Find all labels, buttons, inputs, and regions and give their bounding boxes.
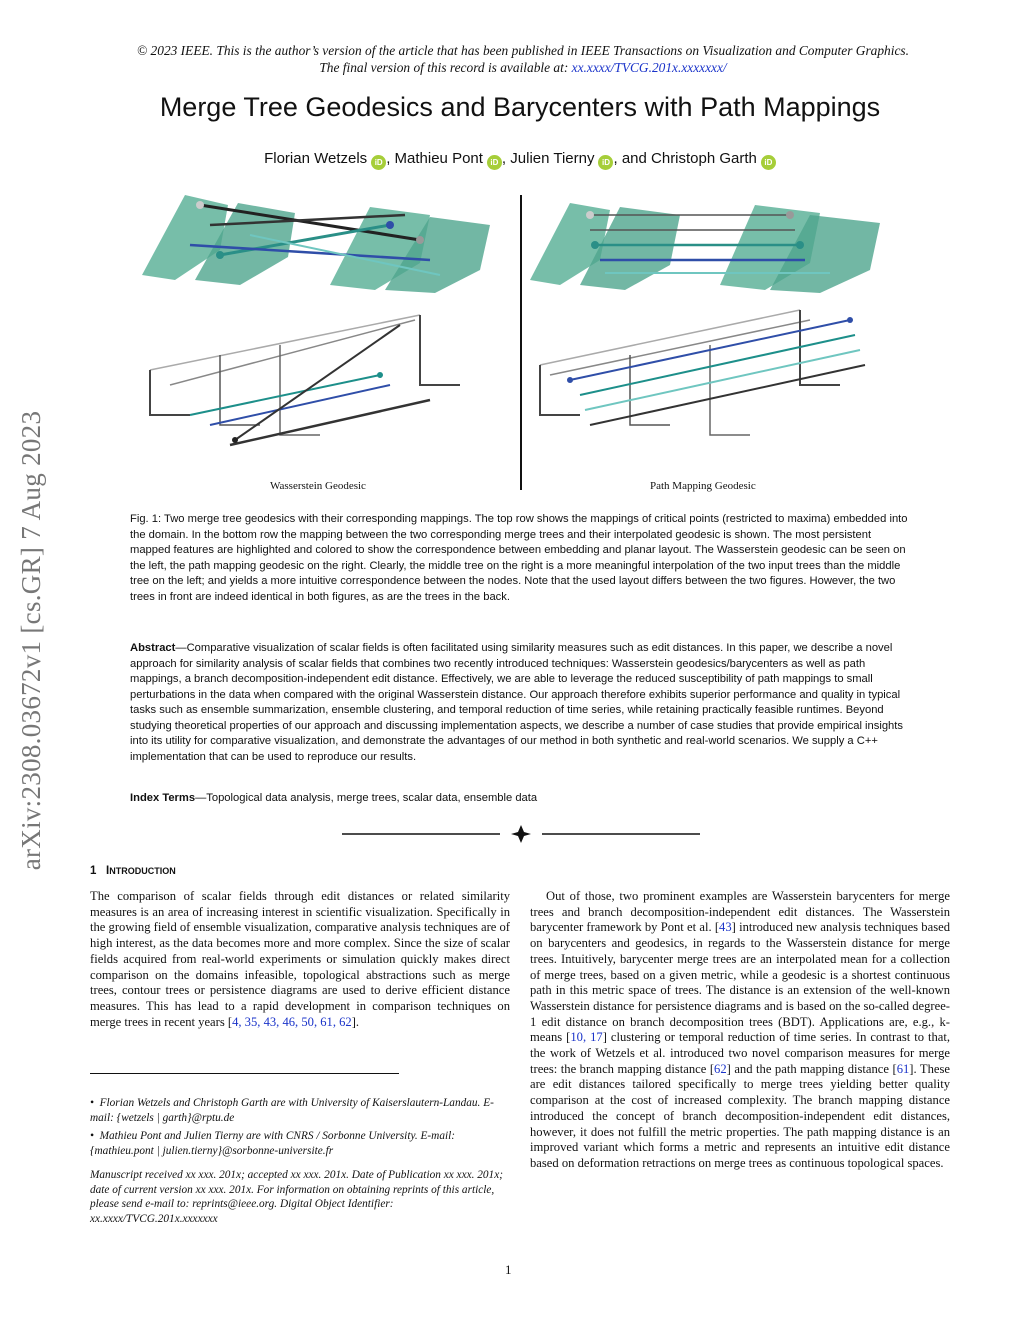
footnote-affiliation-2: • Mathieu Pont and Julien Tierny are with CNRS / Sorbonne University. E-mail: {mathieu.pont | julien.tierny}@sorbonne-universite.fr — [90, 1130, 456, 1157]
citation-link[interactable]: 62 — [714, 1061, 727, 1076]
wasserstein-terrain — [142, 195, 490, 293]
abstract: Abstract—Comparative visualization of scalar fields is often facilitated using similarity measures such as edit distances. In this paper, we describe a novel approach for similarity analysis of scalar fields that combines two recently introduced techniques: Wasserstein geodesics/barycenters as well as path mappings, a branch decomposition-independent edit distance. Effectively, we are able to leverage the reduced susceptibility of path mappings to small perturbations in the data when compared with the original Wasserstein distance. Our approach therefore exhibits superior performance and quality in typical tasks such as ensemble summarization, ensemble clustering, and temporal reduction of time series, while retaining practically feasible runtimes. Beyond studying theoretical properties of our approach and discussing implementation aspects, we describe a number of case studies that provide empirical insights into its utility for comparative visualization, and demonstrate the advantages of our method in both synthetic and real-world scenarios. We supply a C++ implementation that can be used to reproduce our results. — [130, 642, 903, 763]
label-wasserstein-geodesic: Wasserstein Geodesic — [270, 480, 366, 492]
section-separator — [342, 825, 700, 845]
section-heading-introduction: 1 INTRODUCTION — [90, 865, 176, 877]
footnote-rule — [90, 1073, 399, 1074]
author-name: Mathieu Pont — [394, 150, 483, 167]
orcid-icon[interactable]: iD — [487, 155, 502, 170]
author-name: Florian Wetzels — [264, 150, 368, 167]
intro-paragraph-2: Out of those, two prominent examples are Wasserstein barycenters for merge trees and branch decomposition-independent edit distances. The Wasserstein barycenter framework by Pont et al. [43] introduced new analysis techniques based on barycenters and geodesics, in regards to the Wasserstein distance for merge trees. Intuitively, barycenter merge trees are an interpolated mean for a collection of merge trees, based on a given metric, while a geodesic is a shortest continuous path in this metric space of trees. The distance is an extension of the well-known Wasserstein distance for persistence diagrams and is based on the so-called degree-1 edit distance on branch decomposition trees (BDT). Applications are, e.g., k-means [10, 17] clustering or temporal reduction of time series. In contrast to that, the work of Wetzels et al. introduced two novel comparison measures for merge trees: the branch mapping distance [62] and the path mapping distance [61]. These are edit distances tailored specifically to merge trees yielding better quality comparison at the cost of increased complexity. The branch mapping distance introduced the concept of branch decomposition-independent edit distances, however, it does not fulfill the metric properties. The path mapping distance is an improved variant which forms a metric and represents an intuitive edit distance based on deformation retractions on merge trees as continuous topological spaces. — [530, 889, 951, 1170]
page-number: 1 — [505, 1262, 512, 1277]
citation-link[interactable]: 61 — [896, 1061, 910, 1076]
index-terms: Index Terms—Topological data analysis, merge trees, scalar data, ensemble data — [130, 792, 538, 804]
arxiv-stamp: arXiv:2308.03672v1 [cs.GR] 7 Aug 2023 — [16, 410, 46, 871]
citation-link[interactable]: 4, 35, 43, 46, 50, 61, 62 — [232, 1014, 352, 1029]
path-mapping-terrain — [530, 203, 880, 293]
orcid-icon[interactable]: iD — [761, 155, 776, 170]
intro-paragraph-1: The comparison of scalar fields through edit distances or related similarity measures is an area of increasing interest in scientific visualization. Specifically in the growing field of ensemble visualization, comparative analysis techniques are of high interest, as the data becomes more and more complex. Since the size of scalar fields acquired from real-world experiments or simulation quickly makes direct comparison on the domains infeasible, topological abstractions such as merge trees, contour trees or persistence diagrams are used to derive efficient distance measures. This has lead to a rapid development in comparison techniques on merge trees in recent years [4, 35, 43, 46, 50, 61, 62]. — [90, 889, 511, 1029]
wasserstein-tree-layout — [150, 315, 460, 445]
orcid-icon[interactable]: iD — [598, 155, 613, 170]
paper-title: Merge Tree Geodesics and Barycenters with Path Mappings — [159, 92, 881, 122]
author-name: Julien Tierny — [510, 150, 595, 167]
copyright-notice: © 2023 IEEE. This is the author’s version of the article that has been published in IEEE Transactions on Visualization and Computer Graphics. The final version of this record is available at: xx.xxxx/TVCG.201x.xxxxxxx/ — [137, 43, 909, 75]
orcid-icon[interactable]: iD — [371, 155, 386, 170]
doi-link[interactable]: xx.xxxx/TVCG.201x.xxxxxxx/ — [571, 60, 727, 75]
footnote-affiliation-1: • Florian Wetzels and Christoph Garth are with University of Kaiserslautern-Landau. E-mail: {wetzels | garth}@rptu.de — [90, 1097, 494, 1124]
figure-divider — [520, 195, 522, 490]
label-path-mapping-geodesic: Path Mapping Geodesic — [650, 480, 756, 492]
author-list: Florian Wetzels iD , Mathieu Pont iD , Julien Tierny iD , and Christoph Garth iD — [0, 150, 1024, 170]
citation-link[interactable]: 43 — [719, 920, 732, 935]
diamond-icon — [511, 825, 531, 843]
author-name: Christoph Garth — [651, 150, 757, 167]
footnote-manuscript: Manuscript received xx xxx. 201x; accepted xx xxx. 201x. Date of Publication xx xxx. 201x; date of current version xx xxx. 201x. For information on obtaining reprints of this article, please send e-mail to: reprints@ieee.org. Digital Object Identifier: xx.xxxx/TVCG.201x.xxxxxxx — [90, 1169, 503, 1225]
figure-caption: Fig. 1: Two merge tree geodesics with their corresponding mappings. The top row shows the mappings of critical points (restricted to maxima) embedded into the domain. In the bottom row the mapping between the two corresponding merge trees and their interpolated geodesic is shown. The most persistent mapped features are highlighted and colored to show the correspondence between embedding and planar layout. The Wasserstein geodesic can be seen on the left, the path mapping geodesic on the right. Clearly, the middle tree on the right is a more meaningful interpolation of the two input trees than the middle tree on the left; and yields a more intuitive correspondence between the nodes. Note that the used layout differs between the two figures. However, the two trees in front are indeed identical in both figures, as are the trees in the back. — [130, 513, 908, 603]
path-mapping-tree-layout — [540, 310, 865, 435]
citation-link[interactable]: 10, 17 — [570, 1030, 603, 1045]
